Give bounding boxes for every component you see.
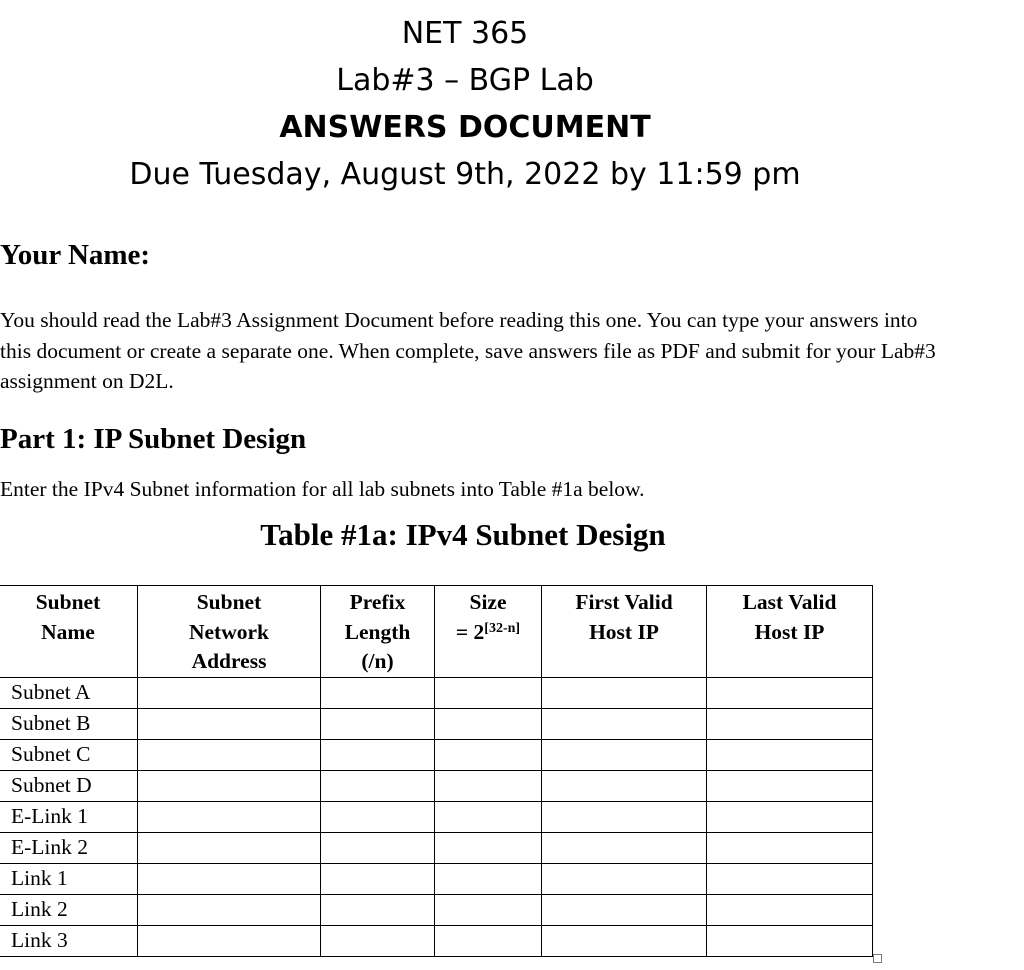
subnet-name-cell: Link 3 — [0, 925, 138, 956]
last-valid-host-cell[interactable] — [707, 677, 873, 708]
header-line: Last Valid — [742, 590, 837, 614]
header-first-valid-host — [542, 586, 707, 678]
first-valid-host-cell[interactable] — [542, 770, 707, 801]
header-size — [435, 586, 542, 678]
first-valid-host-cell[interactable] — [542, 739, 707, 770]
header-last-valid-host — [707, 586, 873, 678]
table-row — [0, 925, 873, 956]
size-cell[interactable] — [435, 801, 542, 832]
your-name-label: Your Name: — [0, 239, 151, 271]
prefix-length-cell[interactable] — [321, 832, 435, 863]
table-resize-handle[interactable] — [873, 954, 882, 963]
subnet-name-cell: Link 2 — [0, 894, 138, 925]
course-title: NET 365 — [401, 16, 529, 51]
last-valid-host-cell[interactable] — [707, 894, 873, 925]
size-cell[interactable] — [435, 708, 542, 739]
header-line: Name — [41, 619, 95, 644]
last-valid-host-cell[interactable] — [707, 832, 873, 863]
prefix-length-cell[interactable] — [321, 770, 435, 801]
network-address-cell[interactable] — [138, 801, 321, 832]
network-address-cell[interactable] — [138, 770, 321, 801]
subnet-name-cell: E-Link 2 — [0, 832, 138, 863]
table-row — [0, 677, 873, 708]
prefix-length-cell[interactable] — [321, 863, 435, 894]
table-row — [0, 894, 873, 925]
table-row — [0, 863, 873, 894]
subnet-name-cell: Subnet B — [0, 708, 138, 739]
header-line: Host IP — [589, 619, 659, 644]
prefix-length-cell[interactable] — [321, 894, 435, 925]
table-row — [0, 708, 873, 739]
header-prefix-length — [321, 586, 435, 678]
size-cell[interactable] — [435, 925, 542, 956]
prefix-length-cell[interactable] — [321, 677, 435, 708]
network-address-cell[interactable] — [138, 894, 321, 925]
table-title: Table #1a: IPv4 Subnet Design — [260, 517, 666, 552]
first-valid-host-cell[interactable] — [542, 863, 707, 894]
header-line: Address — [191, 649, 267, 673]
subnet-name-cell: Subnet D — [0, 770, 138, 801]
network-address-cell[interactable] — [138, 677, 321, 708]
part1-heading: Part 1: IP Subnet Design — [0, 423, 307, 455]
header-line: Network — [188, 619, 269, 644]
size-formula-exponent: [32-n] — [484, 620, 521, 636]
network-address-cell[interactable] — [138, 708, 321, 739]
table-row — [0, 739, 873, 770]
table-row — [0, 770, 873, 801]
last-valid-host-cell[interactable] — [707, 739, 873, 770]
network-address-cell[interactable] — [138, 739, 321, 770]
last-valid-host-cell[interactable] — [707, 708, 873, 739]
first-valid-host-cell[interactable] — [542, 894, 707, 925]
size-cell[interactable] — [435, 677, 542, 708]
table-row — [0, 832, 873, 863]
header-line: First Valid — [575, 590, 673, 614]
size-cell[interactable] — [435, 770, 542, 801]
size-formula — [435, 618, 541, 648]
last-valid-host-cell[interactable] — [707, 863, 873, 894]
first-valid-host-cell[interactable] — [542, 801, 707, 832]
prefix-length-cell[interactable] — [321, 925, 435, 956]
header-line: (/n) — [361, 649, 394, 673]
size-cell[interactable] — [435, 739, 542, 770]
last-valid-host-cell[interactable] — [707, 801, 873, 832]
last-valid-host-cell[interactable] — [707, 770, 873, 801]
first-valid-host-cell[interactable] — [542, 677, 707, 708]
header-line: Host IP — [754, 619, 825, 644]
document-type-title: ANSWERS DOCUMENT — [279, 110, 651, 145]
size-formula-base: = 2 — [455, 619, 485, 644]
intro-paragraph: You should read the Lab#3 Assignment Document before reading this one. You can type your answers into this document or create a separate one. When complete, save answers file as PDF and submit for your Lab#3 assignment on D2L. — [0, 308, 936, 393]
network-address-cell[interactable] — [138, 832, 321, 863]
size-cell[interactable] — [435, 863, 542, 894]
header-network-address — [138, 586, 321, 678]
subnet-design-table — [0, 585, 873, 957]
header-subnet-name — [0, 586, 138, 678]
subnet-name-cell: Link 1 — [0, 863, 138, 894]
prefix-length-cell[interactable] — [321, 801, 435, 832]
table-header-row — [0, 586, 873, 678]
network-address-cell[interactable] — [138, 863, 321, 894]
network-address-cell[interactable] — [138, 925, 321, 956]
prefix-length-cell[interactable] — [321, 739, 435, 770]
header-line: Subnet — [196, 590, 262, 614]
header-line: Prefix — [349, 590, 406, 614]
size-cell[interactable] — [435, 832, 542, 863]
part1-instruction: Enter the IPv4 Subnet information for all lab subnets into Table #1a below. — [0, 477, 645, 501]
lab-title: Lab#3 – BGP Lab — [336, 63, 594, 98]
first-valid-host-cell[interactable] — [542, 832, 707, 863]
header-line: Size — [469, 590, 507, 614]
prefix-length-cell[interactable] — [321, 708, 435, 739]
size-cell[interactable] — [435, 894, 542, 925]
first-valid-host-cell[interactable] — [542, 925, 707, 956]
header-line: Subnet — [35, 590, 101, 614]
due-date: Due Tuesday, August 9th, 2022 by 11:59 pm — [129, 157, 801, 192]
subnet-name-cell: Subnet A — [0, 677, 138, 708]
subnet-name-cell: Subnet C — [0, 739, 138, 770]
subnet-name-cell: E-Link 1 — [0, 801, 138, 832]
table-row — [0, 801, 873, 832]
last-valid-host-cell[interactable] — [707, 925, 873, 956]
header-line: Length — [344, 619, 411, 644]
first-valid-host-cell[interactable] — [542, 708, 707, 739]
